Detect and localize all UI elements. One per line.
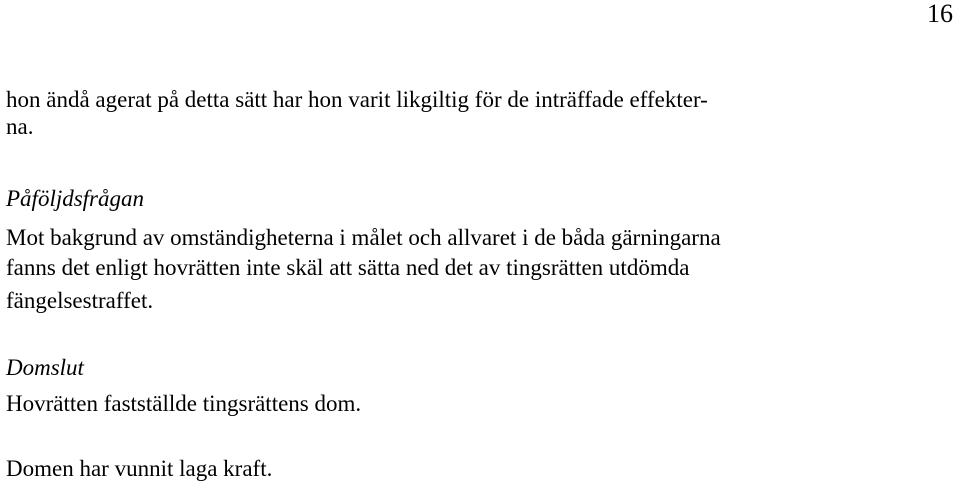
heading-domslut: Domslut <box>6 355 84 380</box>
heading-pafoljdsfragan: Påföljdsfrågan <box>6 186 145 211</box>
paragraph-line-1: hon ändå agerat på detta sätt har hon varit likgiltig för de inträffade effekter- <box>6 87 708 112</box>
pafoljd-line-1: Mot bakgrund av omständigheterna i målet och allvaret i de båda gärningarna <box>6 225 721 250</box>
paragraph-line-2: na. <box>6 114 34 139</box>
domslut-line-1: Hovrätten fastställde tingsrättens dom. <box>6 391 362 416</box>
closing-line: Domen har vunnit laga kraft. <box>6 456 273 481</box>
pafoljd-line-2: fanns det enligt hovrätten inte skäl att sätta ned det av tingsrätten utdömda <box>6 255 690 280</box>
pafoljd-line-3: fängelsestraffet. <box>6 288 154 313</box>
page-number: 16 <box>927 0 953 28</box>
